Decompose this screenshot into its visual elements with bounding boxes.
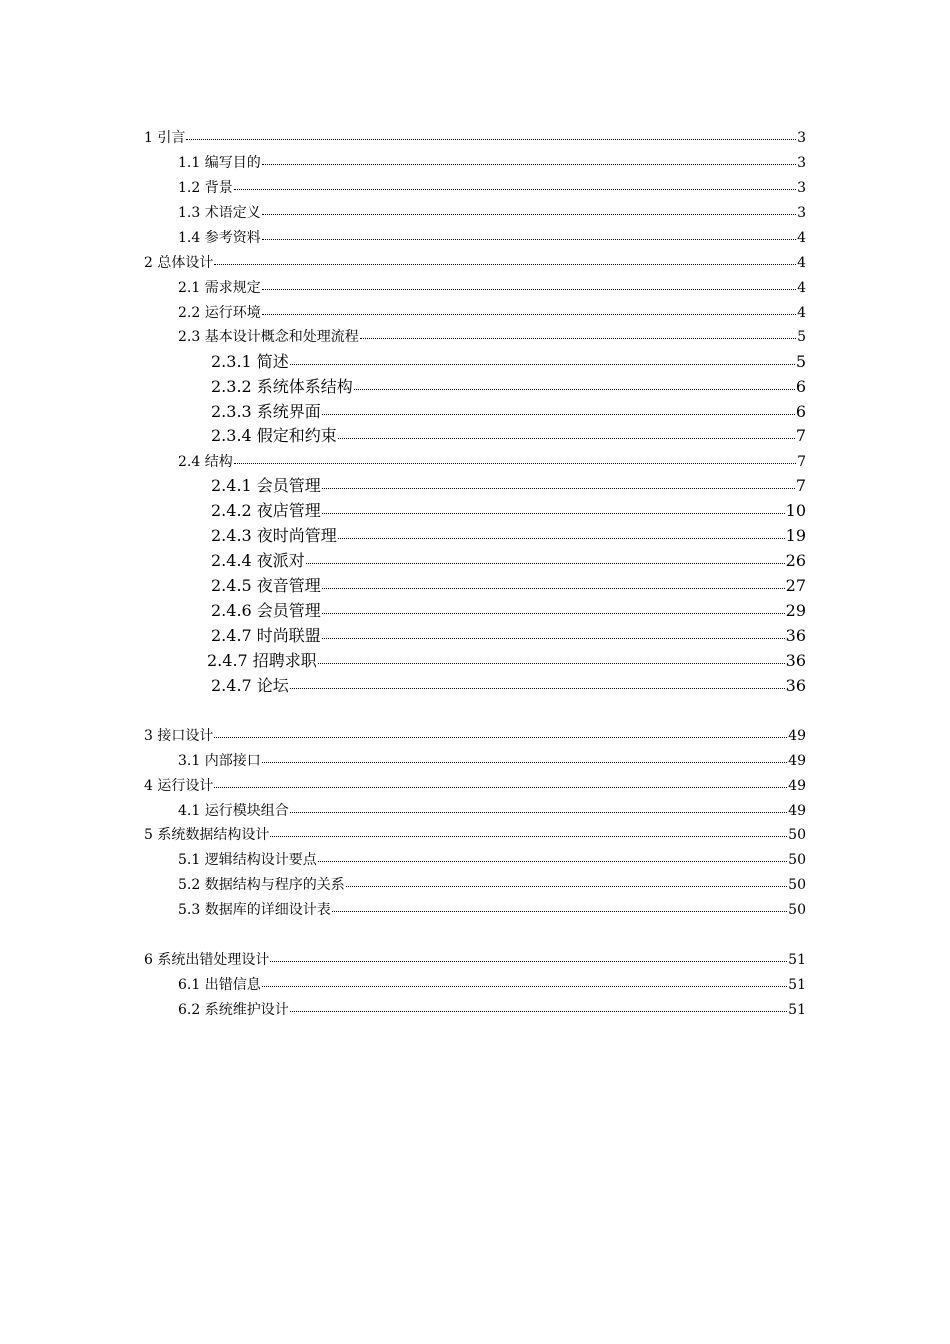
toc-entry-page: 4 bbox=[797, 305, 806, 321]
toc-entry[interactable] bbox=[144, 729, 806, 743]
toc-entry[interactable] bbox=[211, 503, 806, 519]
toc-entry-page: 36 bbox=[785, 626, 806, 645]
toc-entry-page: 6 bbox=[795, 402, 806, 421]
toc-entry-page: 29 bbox=[785, 601, 806, 620]
toc-entry[interactable] bbox=[144, 953, 806, 967]
toc-entry[interactable] bbox=[211, 404, 806, 420]
dot-leader bbox=[262, 314, 796, 315]
toc-entry-page: 5 bbox=[797, 329, 806, 345]
dot-leader bbox=[262, 214, 796, 215]
toc-entry-label: 2.4.7 时尚联盟 bbox=[211, 626, 321, 645]
dot-leader bbox=[186, 139, 796, 140]
toc-entry-page: 4 bbox=[797, 280, 806, 296]
toc-entry-label: 2.4.4 夜派对 bbox=[211, 551, 305, 570]
toc-entry-label: 2.3 基本设计概念和处理流程 bbox=[178, 329, 359, 345]
toc-entry-label: 4 运行设计 bbox=[144, 778, 214, 794]
toc-entry[interactable] bbox=[211, 553, 806, 569]
toc-entry-label: 1.4 参考资料 bbox=[178, 230, 261, 246]
toc-entry-label: 2 总体设计 bbox=[144, 255, 214, 271]
toc-entry-label: 6.2 系统维护设计 bbox=[178, 1002, 289, 1018]
toc-entry-page: 3 bbox=[797, 155, 806, 171]
dot-leader bbox=[332, 911, 787, 912]
toc-entry[interactable] bbox=[178, 903, 806, 917]
toc-entry-page: 7 bbox=[795, 476, 806, 495]
toc-entry-label: 3.1 内部接口 bbox=[178, 753, 261, 769]
toc-entry-label: 4.1 运行模块组合 bbox=[178, 803, 289, 819]
toc-entry[interactable] bbox=[178, 330, 806, 344]
dot-leader bbox=[270, 836, 787, 837]
toc-entry[interactable] bbox=[211, 628, 806, 644]
toc-entry[interactable] bbox=[178, 306, 806, 320]
toc-entry[interactable] bbox=[144, 256, 806, 270]
toc-entry[interactable] bbox=[178, 181, 806, 195]
toc-entry[interactable] bbox=[178, 206, 806, 220]
dot-leader bbox=[338, 438, 795, 439]
toc-entry[interactable] bbox=[211, 428, 806, 444]
toc-entry-page: 51 bbox=[788, 1002, 806, 1018]
toc-entry-label: 2.4.5 夜音管理 bbox=[211, 576, 321, 595]
toc-entry-label: 6 系统出错处理设计 bbox=[144, 952, 270, 968]
toc-entry-page: 49 bbox=[788, 728, 806, 744]
toc-entry-page: 27 bbox=[785, 576, 806, 595]
toc-entry-page: 49 bbox=[788, 753, 806, 769]
toc-entry-page: 3 bbox=[797, 205, 806, 221]
toc-entry-page: 50 bbox=[788, 827, 806, 843]
dot-leader bbox=[262, 164, 796, 165]
dot-leader bbox=[270, 961, 787, 962]
toc-entry-label: 2.3.3 系统界面 bbox=[211, 402, 321, 421]
toc-entry-label: 2.4.6 会员管理 bbox=[211, 601, 321, 620]
toc-entry-page: 10 bbox=[785, 501, 806, 520]
toc-entry-label: 2.3.4 假定和约束 bbox=[211, 426, 337, 445]
toc-entry[interactable] bbox=[211, 678, 806, 694]
dot-leader bbox=[290, 364, 795, 365]
toc-entry-label: 2.1 需求规定 bbox=[178, 280, 261, 296]
toc-entry-label: 1.2 背景 bbox=[178, 180, 233, 196]
dot-leader bbox=[318, 861, 787, 862]
toc-entry-label: 2.2 运行环境 bbox=[178, 305, 261, 321]
toc-entry[interactable] bbox=[211, 354, 806, 370]
toc-entry-label: 5.1 逻辑结构设计要点 bbox=[178, 852, 317, 868]
toc-entry[interactable] bbox=[178, 978, 806, 992]
toc-entry-page: 4 bbox=[797, 230, 806, 246]
toc-entry[interactable] bbox=[178, 455, 806, 469]
toc-entry[interactable] bbox=[144, 131, 806, 145]
toc-entry[interactable] bbox=[144, 828, 806, 842]
dot-leader bbox=[354, 389, 795, 390]
dot-leader bbox=[262, 762, 787, 763]
toc-entry-label: 2.3.1 简述 bbox=[211, 352, 289, 371]
toc-entry-page: 50 bbox=[788, 877, 806, 893]
toc-entry-page: 49 bbox=[788, 803, 806, 819]
dot-leader bbox=[214, 264, 796, 265]
toc-entry-label: 2.4.7 论坛 bbox=[211, 676, 289, 695]
toc-entry-label: 1.1 编写目的 bbox=[178, 155, 261, 171]
dot-leader bbox=[234, 463, 796, 464]
toc-entry-label: 3 接口设计 bbox=[144, 728, 214, 744]
toc-entry[interactable] bbox=[207, 653, 806, 669]
toc-entry[interactable] bbox=[144, 779, 806, 793]
toc-entry[interactable] bbox=[178, 156, 806, 170]
toc-entry-label: 2.4.2 夜店管理 bbox=[211, 501, 321, 520]
dot-leader bbox=[234, 189, 796, 190]
toc-entry-page: 50 bbox=[788, 902, 806, 918]
dot-leader bbox=[214, 737, 787, 738]
dot-leader bbox=[290, 812, 787, 813]
dot-leader bbox=[338, 538, 785, 539]
dot-leader bbox=[360, 338, 796, 339]
toc-entry-page: 19 bbox=[785, 526, 806, 545]
dot-leader bbox=[322, 513, 785, 514]
toc-entry-page: 3 bbox=[797, 130, 806, 146]
dot-leader bbox=[262, 239, 796, 240]
toc-entry-label: 5 系统数据结构设计 bbox=[144, 827, 270, 843]
dot-leader bbox=[290, 1011, 787, 1012]
toc-entry-page: 5 bbox=[795, 352, 806, 371]
toc-entry[interactable] bbox=[211, 578, 806, 594]
dot-leader bbox=[322, 613, 785, 614]
toc-entry-label: 2.3.2 系统体系结构 bbox=[211, 377, 353, 396]
toc-entry[interactable] bbox=[178, 754, 806, 768]
toc-entry-page: 51 bbox=[788, 952, 806, 968]
toc-entry-page: 36 bbox=[785, 676, 806, 695]
toc-entry[interactable] bbox=[178, 281, 806, 295]
dot-leader bbox=[306, 563, 785, 564]
toc-entry-label: 1 引言 bbox=[144, 130, 186, 146]
toc-entry-page: 6 bbox=[795, 377, 806, 396]
dot-leader bbox=[262, 986, 787, 987]
toc-entry-label: 2.4 结构 bbox=[178, 454, 233, 470]
dot-leader bbox=[322, 414, 795, 415]
toc-entry-page: 50 bbox=[788, 852, 806, 868]
toc-entry-label: 2.4.7 招聘求职 bbox=[207, 651, 317, 670]
dot-leader bbox=[318, 663, 785, 664]
toc-entry-label: 2.4.3 夜时尚管理 bbox=[211, 526, 337, 545]
dot-leader bbox=[346, 886, 787, 887]
toc-entry[interactable] bbox=[211, 528, 806, 544]
toc-entry-label: 2.4.1 会员管理 bbox=[211, 476, 321, 495]
toc-entry-page: 26 bbox=[785, 551, 806, 570]
dot-leader bbox=[262, 289, 796, 290]
toc-entry[interactable] bbox=[211, 603, 806, 619]
toc-entry-label: 6.1 出错信息 bbox=[178, 977, 261, 993]
toc-entry[interactable] bbox=[178, 231, 806, 245]
dot-leader bbox=[322, 638, 785, 639]
dot-leader bbox=[290, 688, 785, 689]
toc-entry-label: 1.3 术语定义 bbox=[178, 205, 261, 221]
dot-leader bbox=[214, 787, 787, 788]
toc-entry-page: 49 bbox=[788, 778, 806, 794]
toc-entry-page: 4 bbox=[797, 255, 806, 271]
toc-entry-page: 36 bbox=[785, 651, 806, 670]
toc-entry[interactable] bbox=[178, 804, 806, 818]
toc-entry[interactable] bbox=[211, 478, 806, 494]
toc-entry-page: 51 bbox=[788, 977, 806, 993]
toc-entry-label: 5.3 数据库的详细设计表 bbox=[178, 902, 331, 918]
toc-entry[interactable] bbox=[211, 379, 806, 395]
dot-leader bbox=[322, 488, 795, 489]
toc-entry[interactable] bbox=[178, 853, 806, 867]
toc-entry-page: 3 bbox=[797, 180, 806, 196]
toc-entry[interactable] bbox=[178, 878, 806, 892]
toc-entry-label: 5.2 数据结构与程序的关系 bbox=[178, 877, 345, 893]
toc-entry-page: 7 bbox=[797, 454, 806, 470]
toc-entry[interactable] bbox=[178, 1003, 806, 1017]
toc-entry-page: 7 bbox=[795, 426, 806, 445]
dot-leader bbox=[322, 588, 785, 589]
